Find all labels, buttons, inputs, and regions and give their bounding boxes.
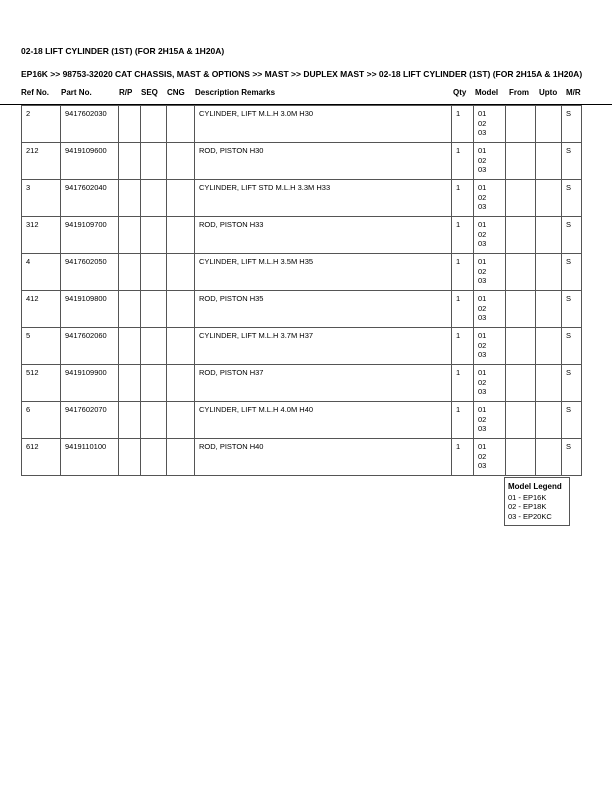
col-ref: Ref No.	[21, 88, 49, 97]
rp-cell	[119, 439, 141, 476]
model-code: 01	[478, 220, 487, 229]
rp-cell	[119, 180, 141, 217]
from-cell	[506, 291, 536, 328]
table-row	[22, 402, 582, 439]
seq-cell	[141, 328, 167, 365]
col-part: Part No.	[61, 88, 92, 97]
model-code: 01	[478, 442, 487, 451]
description-cell: CYLINDER, LIFT M.L.H 3.0M H30	[195, 106, 452, 143]
qty-cell: 1	[452, 328, 474, 365]
description-cell: ROD, PISTON H35	[195, 291, 452, 328]
part-number-cell: 9417602030	[61, 106, 119, 143]
from-cell	[506, 143, 536, 180]
seq-cell	[141, 365, 167, 402]
qty-cell: 1	[452, 439, 474, 476]
description-cell: CYLINDER, LIFT STD M.L.H 3.3M H33	[195, 180, 452, 217]
model-cell	[474, 106, 506, 143]
model-code: 02	[478, 451, 487, 461]
rp-cell	[119, 254, 141, 291]
legend-title: Model Legend	[508, 482, 562, 491]
ref-cell: 5	[22, 328, 61, 365]
upto-cell	[536, 439, 562, 476]
from-cell	[506, 217, 536, 254]
seq-cell	[141, 402, 167, 439]
model-code: 01	[478, 257, 487, 266]
col-qty: Qty	[453, 88, 467, 97]
seq-cell	[141, 180, 167, 217]
description-cell: ROD, PISTON H37	[195, 365, 452, 402]
model-cell	[474, 328, 506, 365]
cng-cell	[167, 328, 195, 365]
model-code: 02	[478, 118, 487, 128]
mr-cell: S	[562, 291, 582, 328]
table-row	[22, 254, 582, 291]
qty-cell: 1	[452, 365, 474, 402]
model-code: 02	[478, 229, 487, 239]
rp-cell	[119, 328, 141, 365]
ref-cell: 2	[22, 106, 61, 143]
seq-cell	[141, 254, 167, 291]
from-cell	[506, 439, 536, 476]
seq-cell	[141, 106, 167, 143]
cng-cell	[167, 439, 195, 476]
rp-cell	[119, 291, 141, 328]
seq-cell	[141, 217, 167, 254]
table-row	[22, 439, 582, 476]
table-row	[22, 143, 582, 180]
model-cell	[474, 254, 506, 291]
upto-cell	[536, 365, 562, 402]
model-code: 03	[478, 387, 487, 396]
model-code: 01	[478, 146, 487, 155]
mr-cell: S	[562, 143, 582, 180]
col-rp: R/P	[119, 88, 133, 97]
cng-cell	[167, 402, 195, 439]
description-cell: CYLINDER, LIFT M.L.H 3.7M H37	[195, 328, 452, 365]
ref-cell: 612	[22, 439, 61, 476]
model-code: 01	[478, 368, 487, 377]
model-code: 01	[478, 405, 487, 414]
col-seq: SEQ	[141, 88, 158, 97]
table-row	[22, 106, 582, 143]
mr-cell: S	[562, 402, 582, 439]
rp-cell	[119, 106, 141, 143]
model-code: 03	[478, 461, 487, 470]
col-mr: M/R	[566, 88, 581, 97]
model-code: 03	[478, 313, 487, 322]
legend-item: 03 - EP20KC	[508, 511, 552, 521]
model-code: 03	[478, 350, 487, 359]
model-cell	[474, 365, 506, 402]
page-title: 02-18 LIFT CYLINDER (1ST) (FOR 2H15A & 1H20A)	[21, 46, 225, 56]
upto-cell	[536, 254, 562, 291]
legend-item: 01 - EP16K	[508, 492, 547, 502]
model-code: 02	[478, 340, 487, 350]
col-cng: CNG	[167, 88, 185, 97]
model-code: 02	[478, 192, 487, 202]
legend-item: 02 - EP18K	[508, 502, 547, 511]
upto-cell	[536, 217, 562, 254]
ref-cell: 4	[22, 254, 61, 291]
description-cell: ROD, PISTON H40	[195, 439, 452, 476]
model-cell	[474, 439, 506, 476]
part-number-cell: 9419109800	[61, 291, 119, 328]
part-number-cell: 9419109600	[61, 143, 119, 180]
part-number-cell: 9419109700	[61, 217, 119, 254]
seq-cell	[141, 439, 167, 476]
upto-cell	[536, 291, 562, 328]
from-cell	[506, 254, 536, 291]
upto-cell	[536, 143, 562, 180]
cng-cell	[167, 291, 195, 328]
ref-cell: 6	[22, 402, 61, 439]
breadcrumb: EP16K >> 98753-32020 CAT CHASSIS, MAST & OPTIONS >> MAST >> DUPLEX MAST >> 02-18 LIFT CYLINDER (1ST) (FOR 2H15A & 1H20A)	[21, 69, 583, 79]
model-code: 02	[478, 155, 487, 165]
rp-cell	[119, 217, 141, 254]
model-code: 01	[478, 109, 487, 118]
cng-cell	[167, 143, 195, 180]
description-cell: ROD, PISTON H30	[195, 143, 452, 180]
model-code: 02	[478, 414, 487, 424]
mr-cell: S	[562, 217, 582, 254]
description-cell: ROD, PISTON H33	[195, 217, 452, 254]
model-cell	[474, 402, 506, 439]
model-cell	[474, 217, 506, 254]
description-cell: CYLINDER, LIFT M.L.H 4.0M H40	[195, 402, 452, 439]
mr-cell: S	[562, 180, 582, 217]
description-cell: CYLINDER, LIFT M.L.H 3.5M H35	[195, 254, 452, 291]
part-number-cell: 9417602060	[61, 328, 119, 365]
part-number-cell: 9417602050	[61, 254, 119, 291]
part-number-cell: 9417602070	[61, 402, 119, 439]
from-cell	[506, 106, 536, 143]
model-code: 03	[478, 202, 487, 211]
table-row	[22, 291, 582, 328]
model-cell	[474, 291, 506, 328]
from-cell	[506, 365, 536, 402]
upto-cell	[536, 328, 562, 365]
model-code: 03	[478, 239, 487, 248]
col-model: Model	[475, 88, 499, 97]
seq-cell	[141, 143, 167, 180]
model-code: 02	[478, 266, 487, 276]
qty-cell: 1	[452, 291, 474, 328]
ref-cell: 312	[22, 217, 61, 254]
qty-cell: 1	[452, 254, 474, 291]
ref-cell: 212	[22, 143, 61, 180]
upto-cell	[536, 180, 562, 217]
table-row	[22, 328, 582, 365]
model-code: 03	[478, 424, 487, 433]
model-code: 02	[478, 303, 487, 313]
model-code: 01	[478, 183, 487, 192]
col-upto: Upto	[539, 88, 558, 97]
from-cell	[506, 402, 536, 439]
part-number-cell: 9419109900	[61, 365, 119, 402]
cng-cell	[167, 106, 195, 143]
mr-cell: S	[562, 106, 582, 143]
model-code: 03	[478, 276, 487, 285]
cng-cell	[167, 180, 195, 217]
part-number-cell: 9417602040	[61, 180, 119, 217]
mr-cell: S	[562, 365, 582, 402]
model-code: 01	[478, 331, 487, 340]
cng-cell	[167, 365, 195, 402]
table-row	[22, 180, 582, 217]
part-number-cell: 9419110100	[61, 439, 119, 476]
model-cell	[474, 143, 506, 180]
qty-cell: 1	[452, 402, 474, 439]
model-legend	[504, 477, 570, 526]
table-row	[22, 217, 582, 254]
from-cell	[506, 180, 536, 217]
model-code: 03	[478, 128, 487, 137]
cng-cell	[167, 217, 195, 254]
parts-table	[21, 105, 582, 476]
ref-cell: 412	[22, 291, 61, 328]
mr-cell: S	[562, 439, 582, 476]
model-cell	[474, 180, 506, 217]
qty-cell: 1	[452, 217, 474, 254]
upto-cell	[536, 106, 562, 143]
rp-cell	[119, 365, 141, 402]
table-row	[22, 365, 582, 402]
rp-cell	[119, 143, 141, 180]
seq-cell	[141, 291, 167, 328]
cng-cell	[167, 254, 195, 291]
col-desc: Description Remarks	[195, 88, 276, 97]
model-code: 02	[478, 377, 487, 387]
qty-cell: 1	[452, 143, 474, 180]
rp-cell	[119, 402, 141, 439]
ref-cell: 512	[22, 365, 61, 402]
upto-cell	[536, 402, 562, 439]
qty-cell: 1	[452, 180, 474, 217]
from-cell	[506, 328, 536, 365]
col-from: From	[509, 88, 529, 97]
ref-cell: 3	[22, 180, 61, 217]
model-code: 03	[478, 165, 487, 174]
mr-cell: S	[562, 254, 582, 291]
model-code: 01	[478, 294, 487, 303]
qty-cell: 1	[452, 106, 474, 143]
mr-cell: S	[562, 328, 582, 365]
